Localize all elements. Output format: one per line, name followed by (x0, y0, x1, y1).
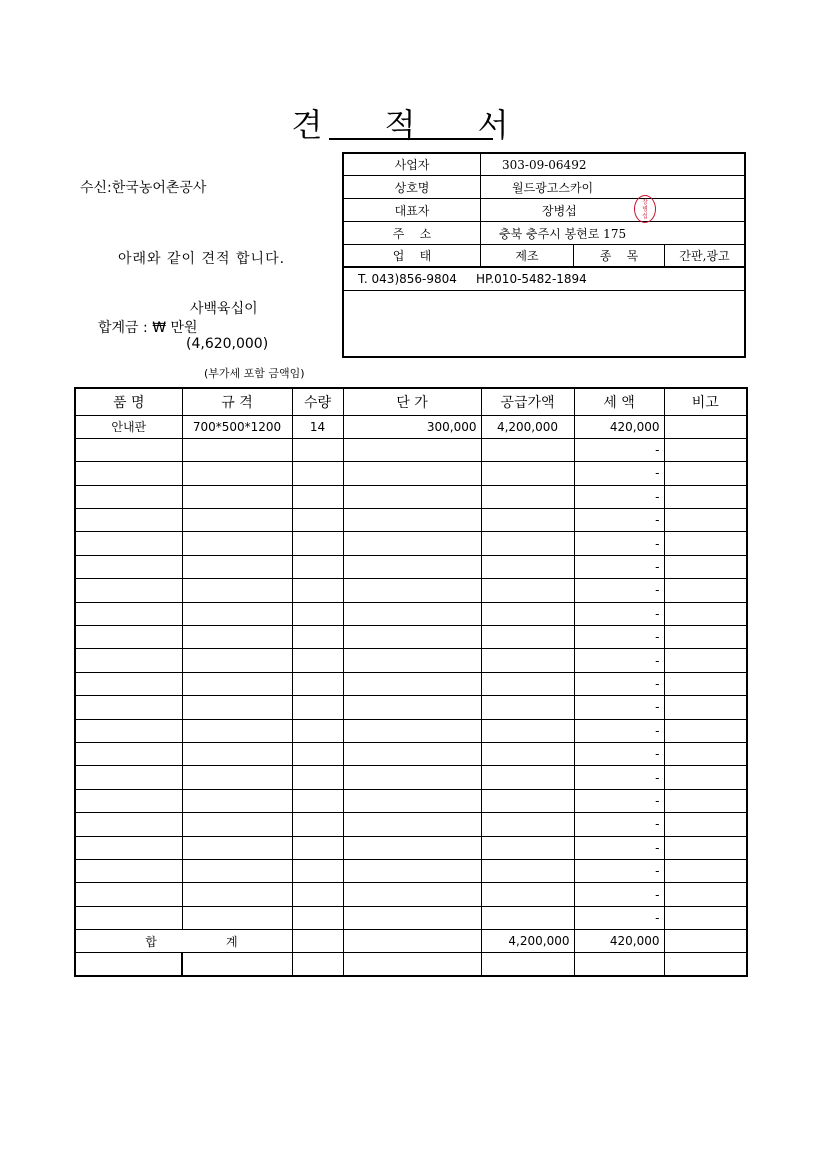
item-spec (182, 532, 292, 555)
item-remarks (664, 485, 747, 508)
company-name-value: 월드광고스카이 (512, 180, 594, 195)
item-tax: - (574, 555, 664, 578)
item-remarks (664, 602, 747, 625)
sum-tax: 420,000 (574, 930, 664, 953)
item-spec (182, 813, 292, 836)
header-remarks: 비고 (664, 388, 747, 415)
item-supply-amount (481, 672, 574, 695)
total-amount-words: 사백육십이 (190, 301, 258, 317)
table-row (75, 509, 747, 532)
item-quantity (292, 462, 343, 485)
item-supply-amount (481, 789, 574, 812)
item-remarks (664, 813, 747, 836)
header-unit-price: 단 가 (343, 388, 481, 415)
table-row (75, 602, 747, 625)
table-row (75, 415, 747, 438)
item-unit-price (343, 906, 481, 929)
item-tax: - (574, 789, 664, 812)
item-spec (182, 719, 292, 742)
item-remarks (664, 438, 747, 461)
item-tax: - (574, 462, 664, 485)
item-name (75, 789, 182, 812)
item-quantity: 14 (292, 415, 343, 438)
table-row (75, 626, 747, 649)
item-supply-amount (481, 602, 574, 625)
company-name-label: 상호명 (394, 180, 430, 195)
item-remarks (664, 906, 747, 929)
item-tax: - (574, 906, 664, 929)
item-spec (182, 462, 292, 485)
title-underline (329, 138, 493, 140)
item-remarks (664, 719, 747, 742)
header-supply-amount: 공급가액 (481, 388, 574, 415)
item-spec (182, 742, 292, 765)
item-unit-price (343, 532, 481, 555)
sum-label: 합 계 (75, 930, 292, 953)
reg-number-value: 303-09-06492 (502, 157, 587, 172)
item-tax: - (574, 579, 664, 602)
item-supply-amount: 4,200,000 (481, 415, 574, 438)
item-quantity (292, 649, 343, 672)
item-name (75, 462, 182, 485)
table-row (75, 906, 747, 929)
item-quantity (292, 532, 343, 555)
item-remarks (664, 509, 747, 532)
item-quantity (292, 626, 343, 649)
item-name (75, 649, 182, 672)
item-unit-price (343, 555, 481, 578)
item-quantity (292, 859, 343, 882)
item-quantity (292, 579, 343, 602)
item-supply-amount (481, 555, 574, 578)
item-unit-price (343, 813, 481, 836)
item-supply-amount (481, 696, 574, 719)
representative-label: 대표자 (394, 203, 430, 218)
item-name (75, 532, 182, 555)
table-row (75, 579, 747, 602)
item-quantity (292, 836, 343, 859)
item-remarks (664, 532, 747, 555)
item-tax: - (574, 766, 664, 789)
reg-number-label: 사업자 (394, 158, 430, 172)
item-remarks (664, 696, 747, 719)
document-title: 견 적 서 (291, 106, 535, 144)
item-tax: - (574, 649, 664, 672)
item-supply-amount (481, 813, 574, 836)
item-spec (182, 649, 292, 672)
item-unit-price (343, 485, 481, 508)
items-table (74, 387, 748, 977)
item-name (75, 859, 182, 882)
item-supply-amount (481, 509, 574, 532)
total-amount-label: 합계금 : ₩ 만원 (98, 320, 198, 336)
item-remarks (664, 555, 747, 578)
table-row (75, 438, 747, 461)
item-spec (182, 485, 292, 508)
item-name (75, 672, 182, 695)
item-unit-price (343, 626, 481, 649)
item-tax: - (574, 509, 664, 532)
item-remarks (664, 579, 747, 602)
item-unit-price: 300,000 (343, 415, 481, 438)
item-supply-amount (481, 438, 574, 461)
item-spec (182, 836, 292, 859)
item-remarks (664, 789, 747, 812)
header-spec: 규 격 (182, 388, 292, 415)
item-unit-price (343, 719, 481, 742)
item-spec (182, 579, 292, 602)
item-tax: - (574, 672, 664, 695)
item-quantity (292, 789, 343, 812)
business-item-label: 종 목 (599, 249, 639, 263)
item-tax: - (574, 836, 664, 859)
item-quantity (292, 509, 343, 532)
item-quantity (292, 485, 343, 508)
item-unit-price (343, 696, 481, 719)
item-spec (182, 789, 292, 812)
item-unit-price (343, 438, 481, 461)
item-remarks (664, 626, 747, 649)
address-value: 충북 충주시 봉현로 175 (499, 226, 627, 241)
item-name (75, 836, 182, 859)
header-item-name: 품 명 (75, 388, 182, 415)
contact-info: T. 043)856-9804 HP.010-5482-1894 (358, 272, 587, 286)
item-spec (182, 438, 292, 461)
item-supply-amount (481, 462, 574, 485)
table-row (75, 836, 747, 859)
vat-note: (부가세 포함 금액임) (204, 367, 305, 380)
item-name (75, 906, 182, 929)
item-unit-price (343, 602, 481, 625)
item-supply-amount (481, 836, 574, 859)
item-remarks (664, 649, 747, 672)
supplier-info-box (342, 152, 746, 358)
table-row (75, 789, 747, 812)
footer-blank-row (75, 953, 747, 976)
table-row (75, 742, 747, 765)
item-supply-amount (481, 883, 574, 906)
item-tax: - (574, 626, 664, 649)
table-row (75, 859, 747, 882)
item-unit-price (343, 509, 481, 532)
item-quantity (292, 438, 343, 461)
item-supply-amount (481, 859, 574, 882)
item-quantity (292, 719, 343, 742)
item-remarks (664, 883, 747, 906)
total-amount-number: (4,620,000) (186, 336, 269, 352)
item-supply-amount (481, 626, 574, 649)
item-spec (182, 859, 292, 882)
table-row (75, 485, 747, 508)
item-remarks (664, 462, 747, 485)
item-tax: - (574, 859, 664, 882)
item-name (75, 438, 182, 461)
item-unit-price (343, 859, 481, 882)
table-row (75, 555, 747, 578)
item-spec: 700*500*1200 (182, 415, 292, 438)
item-tax: - (574, 485, 664, 508)
item-supply-amount (481, 742, 574, 765)
item-remarks (664, 415, 747, 438)
item-unit-price (343, 672, 481, 695)
item-name (75, 719, 182, 742)
item-tax: - (574, 602, 664, 625)
item-tax: - (574, 742, 664, 765)
item-supply-amount (481, 649, 574, 672)
item-supply-amount (481, 532, 574, 555)
item-quantity (292, 602, 343, 625)
item-tax: - (574, 438, 664, 461)
header-tax: 세 액 (574, 388, 664, 415)
table-row (75, 696, 747, 719)
item-quantity (292, 672, 343, 695)
item-tax: - (574, 719, 664, 742)
address-label: 주 소 (392, 226, 432, 241)
item-spec (182, 883, 292, 906)
item-quantity (292, 696, 343, 719)
item-quantity (292, 906, 343, 929)
item-spec (182, 906, 292, 929)
table-row (75, 462, 747, 485)
recipient: 수신:한국농어촌공사 (80, 180, 207, 196)
item-name (75, 813, 182, 836)
item-spec (182, 509, 292, 532)
item-unit-price (343, 742, 481, 765)
table-row (75, 532, 747, 555)
sum-row (75, 930, 747, 953)
item-unit-price (343, 649, 481, 672)
item-unit-price (343, 883, 481, 906)
item-spec (182, 626, 292, 649)
intro-text: 아래와 같이 견적 합니다. (118, 251, 286, 267)
table-row (75, 766, 747, 789)
item-name (75, 883, 182, 906)
business-item-value: 간판,광고 (679, 249, 730, 263)
item-remarks (664, 836, 747, 859)
item-supply-amount (481, 906, 574, 929)
item-spec (182, 672, 292, 695)
item-tax: 420,000 (574, 415, 664, 438)
item-name (75, 766, 182, 789)
item-tax: - (574, 813, 664, 836)
representative-value: 장병섭 (542, 203, 577, 218)
item-unit-price (343, 766, 481, 789)
item-quantity (292, 766, 343, 789)
table-row (75, 719, 747, 742)
item-tax: - (574, 532, 664, 555)
table-row (75, 672, 747, 695)
item-name (75, 555, 182, 578)
header-quantity: 수량 (292, 388, 343, 415)
business-type-value: 제조 (515, 249, 539, 263)
item-unit-price (343, 836, 481, 859)
item-name (75, 509, 182, 532)
item-name (75, 579, 182, 602)
item-quantity (292, 555, 343, 578)
item-name (75, 696, 182, 719)
business-type-label: 업 태 (392, 249, 432, 263)
item-quantity (292, 742, 343, 765)
item-quantity (292, 883, 343, 906)
item-supply-amount (481, 766, 574, 789)
company-seal: 장 병 섭 (634, 195, 656, 223)
item-remarks (664, 672, 747, 695)
item-name (75, 485, 182, 508)
item-spec (182, 766, 292, 789)
item-spec (182, 602, 292, 625)
table-row (75, 883, 747, 906)
sum-supply-amount: 4,200,000 (481, 930, 574, 953)
item-spec (182, 696, 292, 719)
item-unit-price (343, 789, 481, 812)
item-name (75, 626, 182, 649)
item-unit-price (343, 579, 481, 602)
item-spec (182, 555, 292, 578)
table-header-row (75, 388, 747, 415)
item-supply-amount (481, 485, 574, 508)
item-remarks (664, 766, 747, 789)
item-unit-price (343, 462, 481, 485)
item-tax: - (574, 696, 664, 719)
table-row (75, 649, 747, 672)
item-name: 안내판 (75, 415, 182, 438)
item-quantity (292, 813, 343, 836)
item-tax: - (574, 883, 664, 906)
item-name (75, 602, 182, 625)
item-remarks (664, 859, 747, 882)
item-supply-amount (481, 719, 574, 742)
item-name (75, 742, 182, 765)
item-remarks (664, 742, 747, 765)
item-supply-amount (481, 579, 574, 602)
table-row (75, 813, 747, 836)
